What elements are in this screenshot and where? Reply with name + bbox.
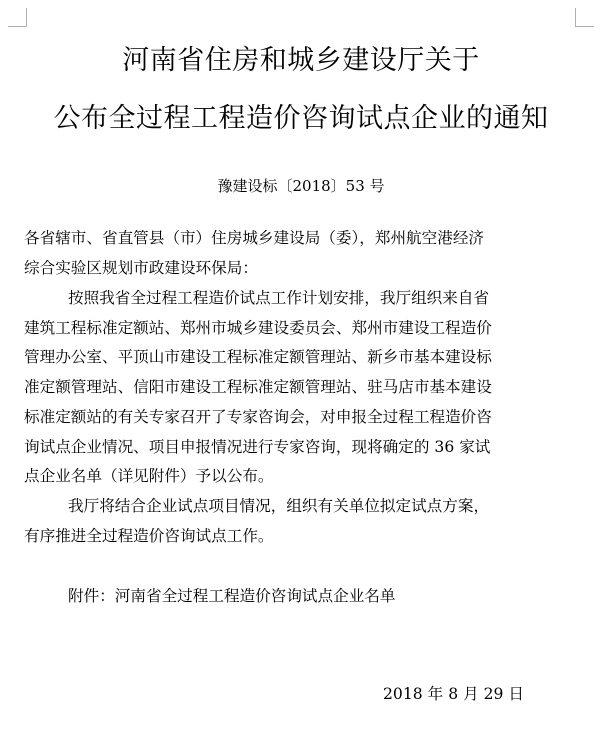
salutation-line-2: 综合实验区规划市政建设环保局： xyxy=(24,259,258,277)
page-corner-mark-right xyxy=(575,8,594,27)
document-number: 豫建设标〔2018〕53 号 xyxy=(217,177,385,195)
paragraph1-line-1: 按照我省全过程工程造价试点工作计划安排，我厅组织来自省 xyxy=(68,289,490,307)
page-corner-mark-left xyxy=(8,8,27,27)
document-title-line-2: 公布全过程工程造价咨询试点企业的通知 xyxy=(53,103,549,134)
paragraph1-line-3: 管理办公室、平顶山市建设工程标准定额管理站、新乡市基本建设标 xyxy=(24,348,492,366)
paragraph1-line-7: 点企业名单（详见附件）予以公布。 xyxy=(24,467,274,485)
attachment-note: 附件：河南省全过程工程造价咨询试点企业名单 xyxy=(68,587,396,605)
paragraph1-line-6: 询试点企业情况、项目申报情况进行专家咨询，现将确定的 36 家试 xyxy=(24,438,491,456)
document-title-line-1: 河南省住房和城乡建设厅关于 xyxy=(122,45,480,76)
paragraph1-line-4: 准定额管理站、信阳市建设工程标准定额管理站、驻马店市基本建设 xyxy=(24,378,492,396)
paragraph2-line-2: 有序推进全过程造价咨询试点工作。 xyxy=(24,527,274,545)
salutation-line-1: 各省辖市、省直管县（市）住房城乡建设局（委），郑州航空港经济 xyxy=(24,229,485,247)
issue-date: 2018 年 8 月 29 日 xyxy=(383,685,525,703)
paragraph1-line-5: 标准定额站的有关专家召开了专家咨询会，对申报全过程工程造价咨 xyxy=(24,408,492,426)
paragraph2-line-1: 我厅将结合企业试点项目情况，组织有关单位拟定试点方案， xyxy=(68,497,490,515)
paragraph1-line-2: 建筑工程标准定额站、郑州市城乡建设委员会、郑州市建设工程造价 xyxy=(24,319,492,337)
